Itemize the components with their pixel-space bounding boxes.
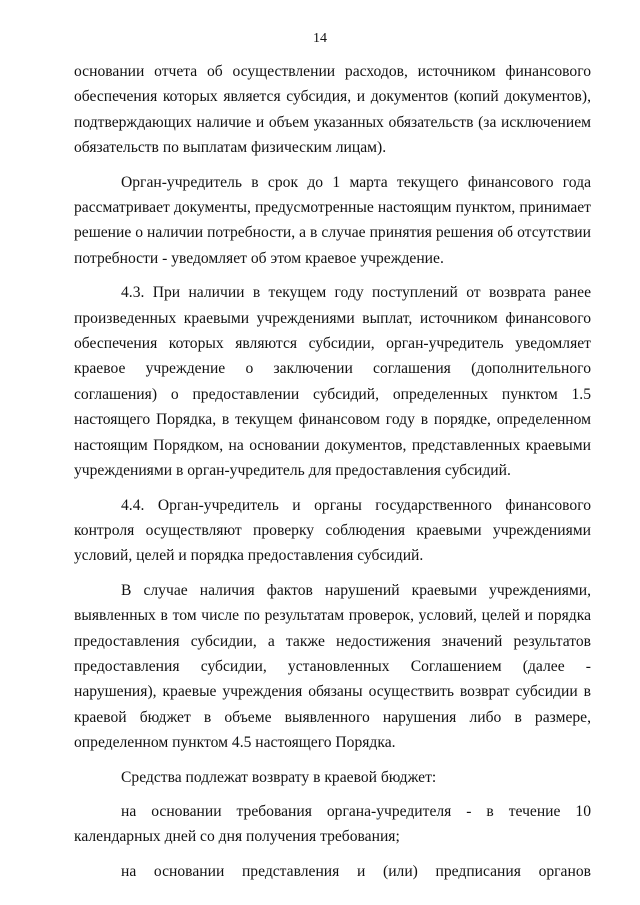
paragraph-review-deadline: Орган-учредитель в срок до 1 марта текущего финансового года рассматривает документы, предусмотренные настоящим пунктом, принимает решение о наличии потребности, а в случае принятия решения об отсутствии потребности - уведомляет об этом краевое учреждение. bbox=[74, 173, 591, 267]
paragraph-refund-intro: Средства подлежат возврату в краевой бюджет: bbox=[121, 768, 437, 786]
paragraph-4-3: 4.3. При наличии в текущем году поступлений от возврата ранее произведенных краевыми учреждениями выплат, источником финансового обеспечения которых являются субсидии, орган-учредитель уведомляет краевое учреждение о заключении соглашения (дополнительного соглашения) о предоставлении субсидий, определенных пунктом 1.5 настоящего Порядка, в текущем финансовом году в порядке, определенном настоящим Порядком, на основании документов, представленных краевыми учреждениями в орган-учредитель для предоставления субсидий. bbox=[74, 284, 591, 480]
paragraph-refund-requirement: на основании требования органа-учредителя - в течение 10 календарных дней со дня получения требования; bbox=[74, 802, 591, 846]
paragraph-refund-representation: на основании представления и (или) предписания органов bbox=[121, 862, 591, 880]
paragraph-4-4: 4.4. Орган-учредитель и органы государственного финансового контроля осуществляют проверку соблюдения краевыми учреждениями условий, целей и порядка предоставления субсидий. bbox=[74, 496, 591, 565]
paragraph-continuation: основании отчета об осуществлении расходов, источником финансового обеспечения которых является субсидия, и документов (копий документов), подтверждающих наличие и объем указанных обязательств (за исключением обязательств по выплатам физическим лицам). bbox=[74, 63, 591, 157]
document-body bbox=[74, 59, 591, 893]
page-number: 14 bbox=[313, 31, 327, 46]
paragraph-violations: В случае наличия фактов нарушений краевыми учреждениями, выявленных в том числе по результатам проверок, условий, целей и порядка предоставления субсидии, а также недостижения значений результатов предоставления субсидии, установленных Соглашением (далее - нарушения), краевые учреждения обязаны осуществить возврат субсидии в краевой бюджет в объеме выявленного нарушения либо в размере, определенном пунктом 4.5 настоящего Порядка. bbox=[74, 581, 591, 752]
